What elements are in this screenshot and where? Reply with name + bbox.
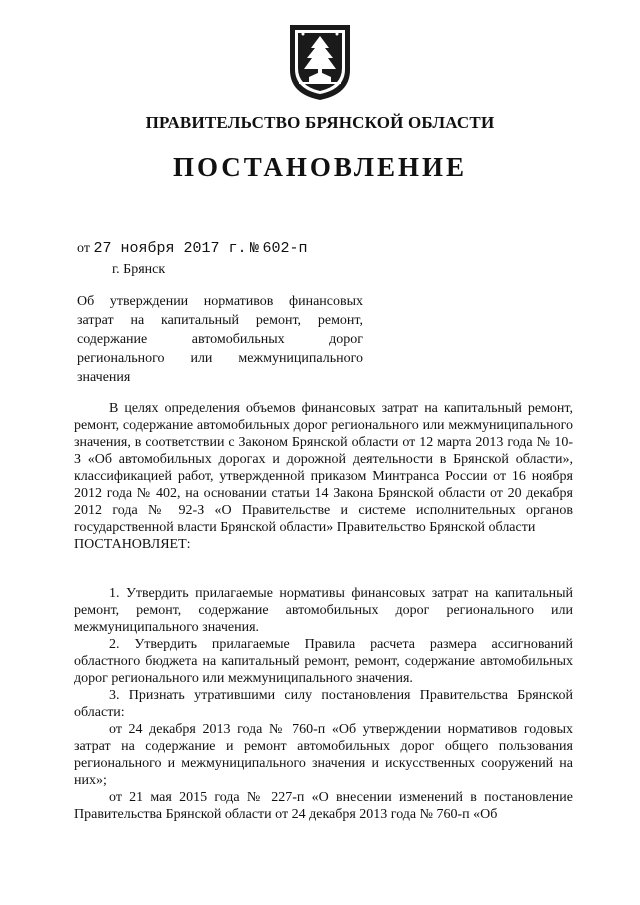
number-sign: №	[249, 240, 259, 257]
item-3: 3. Признать утратившими силу постановления Правительства Брянской области:	[74, 688, 573, 720]
item-2: 2. Утвердить прилагаемые Правила расчета размера ассигнований областного бюджета на капитальный ремонт, ремонт, содержание автомобильных дорог регионального или межмуниципального значения.	[74, 637, 573, 686]
document-date: 27 ноября 2017 г.	[93, 240, 247, 257]
items-block	[74, 585, 573, 823]
coat-of-arms-icon	[287, 22, 353, 102]
preamble-block	[74, 400, 573, 553]
document-subject: Об утверждении нормативов финансовых затрат на капитальный ремонт, ремонт, содержание автомобильных дорог регионального или межмуниципального значения	[77, 294, 363, 385]
item-3-sub-2: от 21 мая 2015 года № 227-п «О внесении изменений в постановление Правительства Брянской области от 24 декабря 2013 года № 760-п «Об	[74, 790, 573, 822]
date-prefix: от	[77, 241, 90, 256]
resolves-heading: ПОСТАНОВЛЯЕТ:	[74, 537, 191, 552]
preamble-text: В целях определения объемов финансовых затрат на капитальный ремонт, ремонт, содержание автомобильных дорог регионального или межмуниципального значения, в соответствии с Законом Брянской области от 12 марта 2013 года № 10-З «Об автомобильных дорогах и дорожной деятельности в Брянской области», классификацией работ, утвержденной приказом Минтранса России от 16 ноября 2012 года № 402, на основании статьи 14 Закона Брянской области от 20 декабря 2012 года № 92-З «О Правительстве и системе исполнительных органов государственной власти Брянской области» Правительство Брянской области	[74, 401, 573, 535]
item-1: 1. Утвердить прилагаемые нормативы финансовых затрат на капитальный ремонт, ремонт, содержание автомобильных дорог регионального или межмуниципального значения.	[74, 586, 573, 635]
document-number: 602-п	[262, 240, 308, 257]
government-name: ПРАВИТЕЛЬСТВО БРЯНСКОЙ ОБЛАСТИ	[145, 113, 495, 132]
document-type: ПОСТАНОВЛЕНИЕ	[172, 152, 468, 182]
item-3-sub-1: от 24 декабря 2013 года № 760-п «Об утверждении нормативов годовых затрат на содержание и ремонт автомобильных дорог общего пользования регионального и межмуниципального значения и искусственных сооружений на них»;	[74, 722, 573, 788]
city: г. Брянск	[112, 262, 166, 277]
date-line	[77, 240, 308, 257]
